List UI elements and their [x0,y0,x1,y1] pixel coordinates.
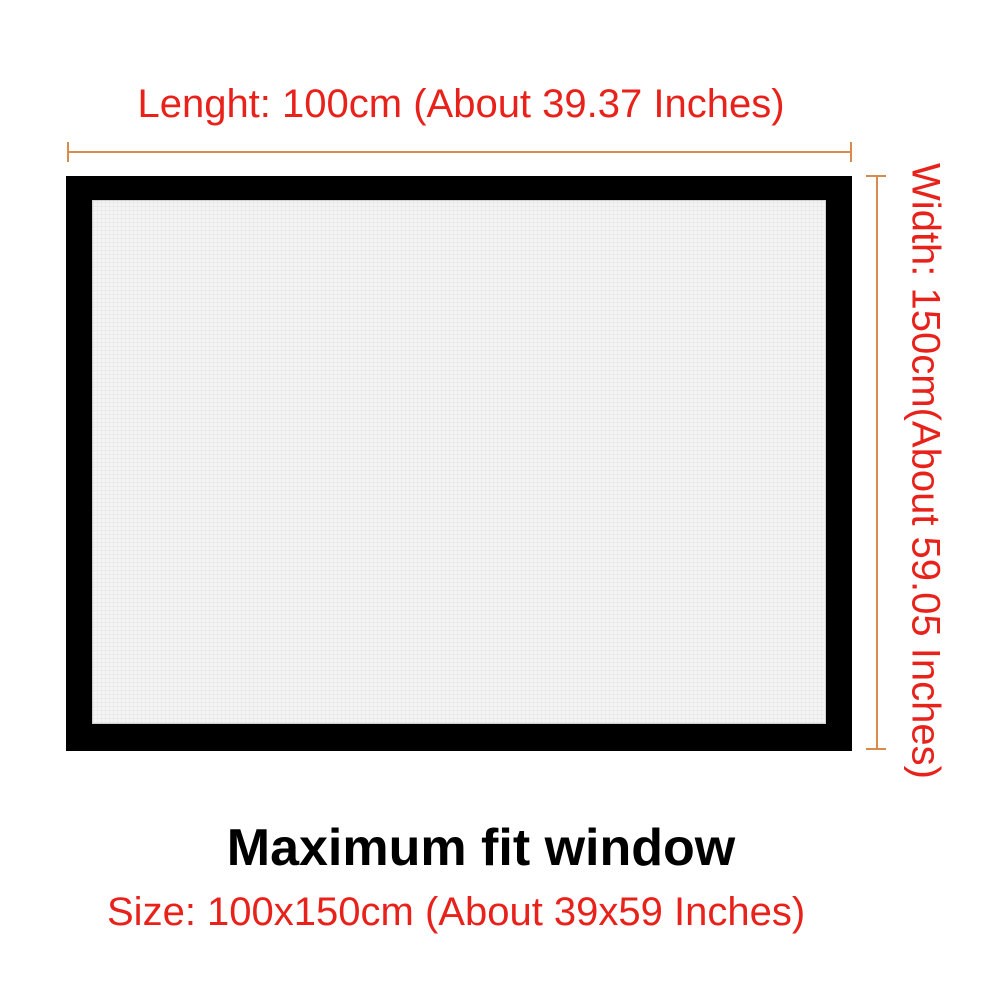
width-dimension-tick-bottom [866,748,886,750]
length-dimension-line [68,151,852,153]
caption-size: Size: 100x150cm (About 39x59 Inches) [107,890,806,934]
width-dimension-line [876,176,878,750]
window-mesh-screen [92,200,826,724]
length-dimension-tick-right [850,142,852,162]
caption-title: Maximum fit window [226,819,736,877]
width-label: Width: 150cm(About 59.05 Inches) [903,163,948,779]
window-mesh-frame [66,176,852,751]
length-dimension-tick-left [67,142,69,162]
length-label: Lenght: 100cm (About 39.37 Inches) [137,82,785,126]
width-dimension-tick-top [866,175,886,177]
